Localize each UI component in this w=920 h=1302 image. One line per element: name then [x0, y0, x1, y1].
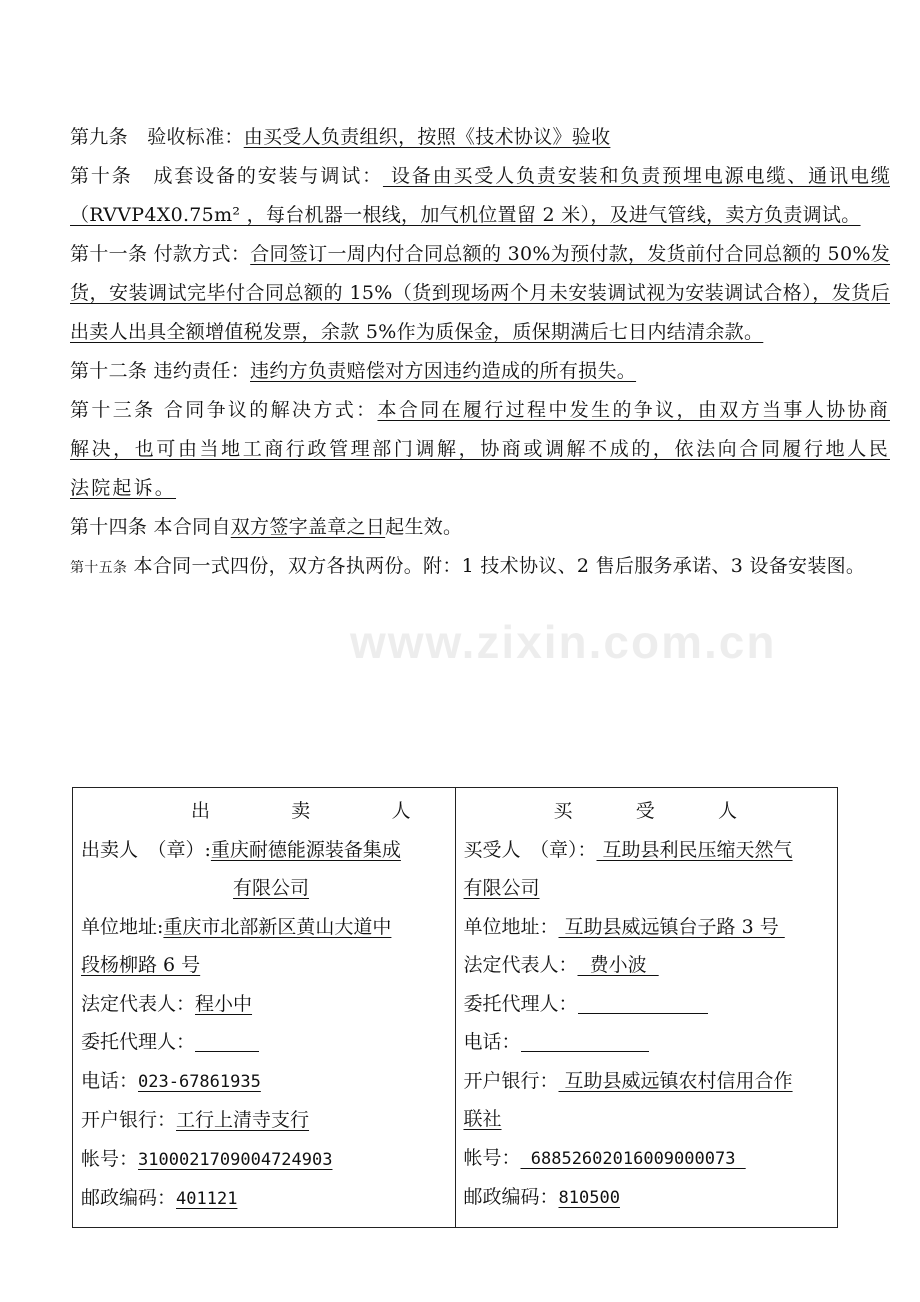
buyer-column — [455, 788, 838, 1228]
buyer-phone-row — [464, 1023, 830, 1062]
seller-header — [81, 792, 447, 831]
seller-header-char: 人 — [391, 800, 411, 822]
buyer-account-value: 68852602016009000073 — [520, 1148, 746, 1169]
article-14-after: 起生效。 — [385, 516, 463, 538]
buyer-phone-blank — [521, 1027, 649, 1052]
seller-phone-value: 023-67861935 — [138, 1071, 261, 1092]
seller-legal-rep-value: 程小中 — [195, 992, 253, 1015]
watermark: www.zixin.com.cn — [350, 616, 777, 668]
buyer-name-value: 互助县利民压缩天然气 — [596, 838, 793, 861]
buyer-account-label: 帐号： — [463, 1146, 521, 1169]
article-14-text: 双方签字盖章之日 — [230, 516, 386, 538]
article-10-text: 设备由买受人负责安装和负责预埋电源电缆、通讯电缆（RVVP4X0.75m² ，每台机器一根线，加气机位置留 2 米），及进气管线，卖方负责调试。 — [70, 165, 890, 226]
seller-bank-label: 开户银行： — [81, 1109, 177, 1131]
seller-legal-rep-row — [81, 985, 447, 1024]
article-14 — [70, 508, 890, 547]
seller-account-row — [81, 1140, 447, 1180]
seller-legal-rep-label: 法定代表人： — [81, 992, 196, 1015]
seller-postcode-label: 邮政编码： — [81, 1187, 177, 1209]
article-9 — [70, 118, 890, 157]
article-14-label: 第十四条 本合同自 — [70, 516, 231, 538]
seller-name-value-2: 有限公司 — [233, 877, 310, 899]
seller-name-value: 重庆耐德能源装备集成 — [210, 838, 401, 861]
buyer-agent-row — [464, 985, 830, 1024]
buyer-address-value: 互助县威远镇台子路 3 号 — [558, 915, 785, 938]
article-9-label: 第九条 验收标准： — [70, 126, 244, 148]
article-13-text: 本合同在履行过程中发生的争议，由双方当事人协协商解决，也可由当地工商行政管理部门调解，协商或调解不成的，依法向合同履行地人民法院起诉。 — [70, 399, 890, 499]
article-11 — [70, 235, 890, 352]
buyer-bank-label: 开户银行： — [463, 1069, 559, 1092]
article-13-label: 第十三条 合同争议的解决方式： — [70, 399, 378, 421]
article-13 — [70, 391, 890, 508]
buyer-header-char: 人 — [717, 800, 737, 822]
buyer-phone-label: 电话： — [463, 1031, 521, 1053]
seller-bank-value: 工行上清寺支行 — [176, 1109, 310, 1131]
seller-account-label: 帐号： — [81, 1147, 139, 1170]
buyer-bank-value-2: 联社 — [463, 1108, 502, 1130]
seller-header-char: 卖 — [291, 800, 311, 822]
buyer-bank-row — [464, 1062, 830, 1101]
buyer-bank-value: 互助县威远镇农村信用合作 — [558, 1069, 793, 1092]
buyer-address-label: 单位地址： — [463, 915, 559, 938]
buyer-header — [464, 792, 830, 831]
article-15 — [70, 547, 890, 588]
article-15-label: 第十五条 — [70, 560, 128, 576]
buyer-name-row — [464, 831, 830, 870]
seller-postcode-row — [81, 1179, 447, 1219]
seller-address-value: 重庆市北部新区黄山大道中 — [163, 915, 392, 938]
seller-name-label: 出卖人 （章）: — [81, 838, 211, 861]
buyer-header-char: 受 — [635, 800, 655, 822]
buyer-address-row — [464, 908, 830, 947]
seller-phone-row — [81, 1062, 447, 1102]
article-12-text: 违约方负责赔偿对方因违约造成的所有损失。 — [250, 360, 637, 382]
article-12 — [70, 352, 890, 391]
buyer-header-char: 买 — [553, 800, 573, 822]
seller-name-row — [81, 831, 447, 870]
seller-bank-row — [81, 1101, 447, 1140]
buyer-postcode-label: 邮政编码： — [463, 1186, 559, 1208]
seller-agent-blank — [195, 1027, 259, 1052]
seller-name-row-2 — [81, 869, 447, 908]
seller-header-char: 出 — [191, 800, 211, 822]
seller-column — [73, 788, 456, 1228]
buyer-legal-rep-row — [464, 946, 830, 985]
buyer-postcode-row — [464, 1178, 830, 1218]
seller-phone-label: 电话： — [81, 1069, 139, 1092]
buyer-legal-rep-label: 法定代表人： — [463, 954, 578, 976]
contract-articles — [70, 118, 890, 588]
signature-table — [72, 787, 838, 1228]
article-15-text: 本合同一式四份，双方各执两份。附：1 技术协议、2 售后服务承诺、3 设备安装图。 — [127, 555, 866, 577]
article-11-label: 第十一条 付款方式： — [70, 243, 251, 265]
buyer-postcode-value: 810500 — [558, 1188, 620, 1208]
buyer-name-value-2: 有限公司 — [463, 877, 540, 899]
seller-account-value: 3100021709004724903 — [138, 1149, 333, 1170]
article-10 — [70, 157, 890, 235]
article-11-text: 合同签订一周内付合同总额的 30%为预付款，发货前付合同总额的 50%发货，安装调试完毕付合同总额的 15%（货到现场两个月未安装调试视为安装调试合格），发货后出卖人出具全额增值税发票，余款 5%作为质保金，质保期满后七日内结清余款。 — [70, 243, 891, 343]
article-9-text: 由买受人负责组织，按照《技术协议》验收 — [243, 126, 611, 148]
seller-address-row-2 — [81, 946, 447, 985]
seller-postcode-value: 401121 — [176, 1189, 238, 1209]
article-12-label: 第十二条 违约责任： — [70, 360, 251, 382]
buyer-agent-blank — [578, 989, 708, 1014]
buyer-agent-label: 委托代理人： — [463, 992, 578, 1015]
seller-address-label: 单位地址: — [81, 915, 164, 938]
seller-agent-label: 委托代理人： — [81, 1031, 196, 1053]
buyer-account-row — [464, 1139, 830, 1179]
seller-agent-row — [81, 1023, 447, 1062]
buyer-legal-rep-value: 费小波 — [577, 954, 659, 976]
buyer-bank-row-2 — [464, 1100, 830, 1139]
buyer-name-label: 买受人 （章）： — [463, 838, 597, 861]
buyer-name-row-2 — [464, 869, 830, 908]
seller-address-value-2: 段杨柳路 6 号 — [81, 954, 201, 976]
seller-address-row — [81, 908, 447, 947]
article-10-label: 第十条 成套设备的安装与调试： — [70, 165, 383, 187]
